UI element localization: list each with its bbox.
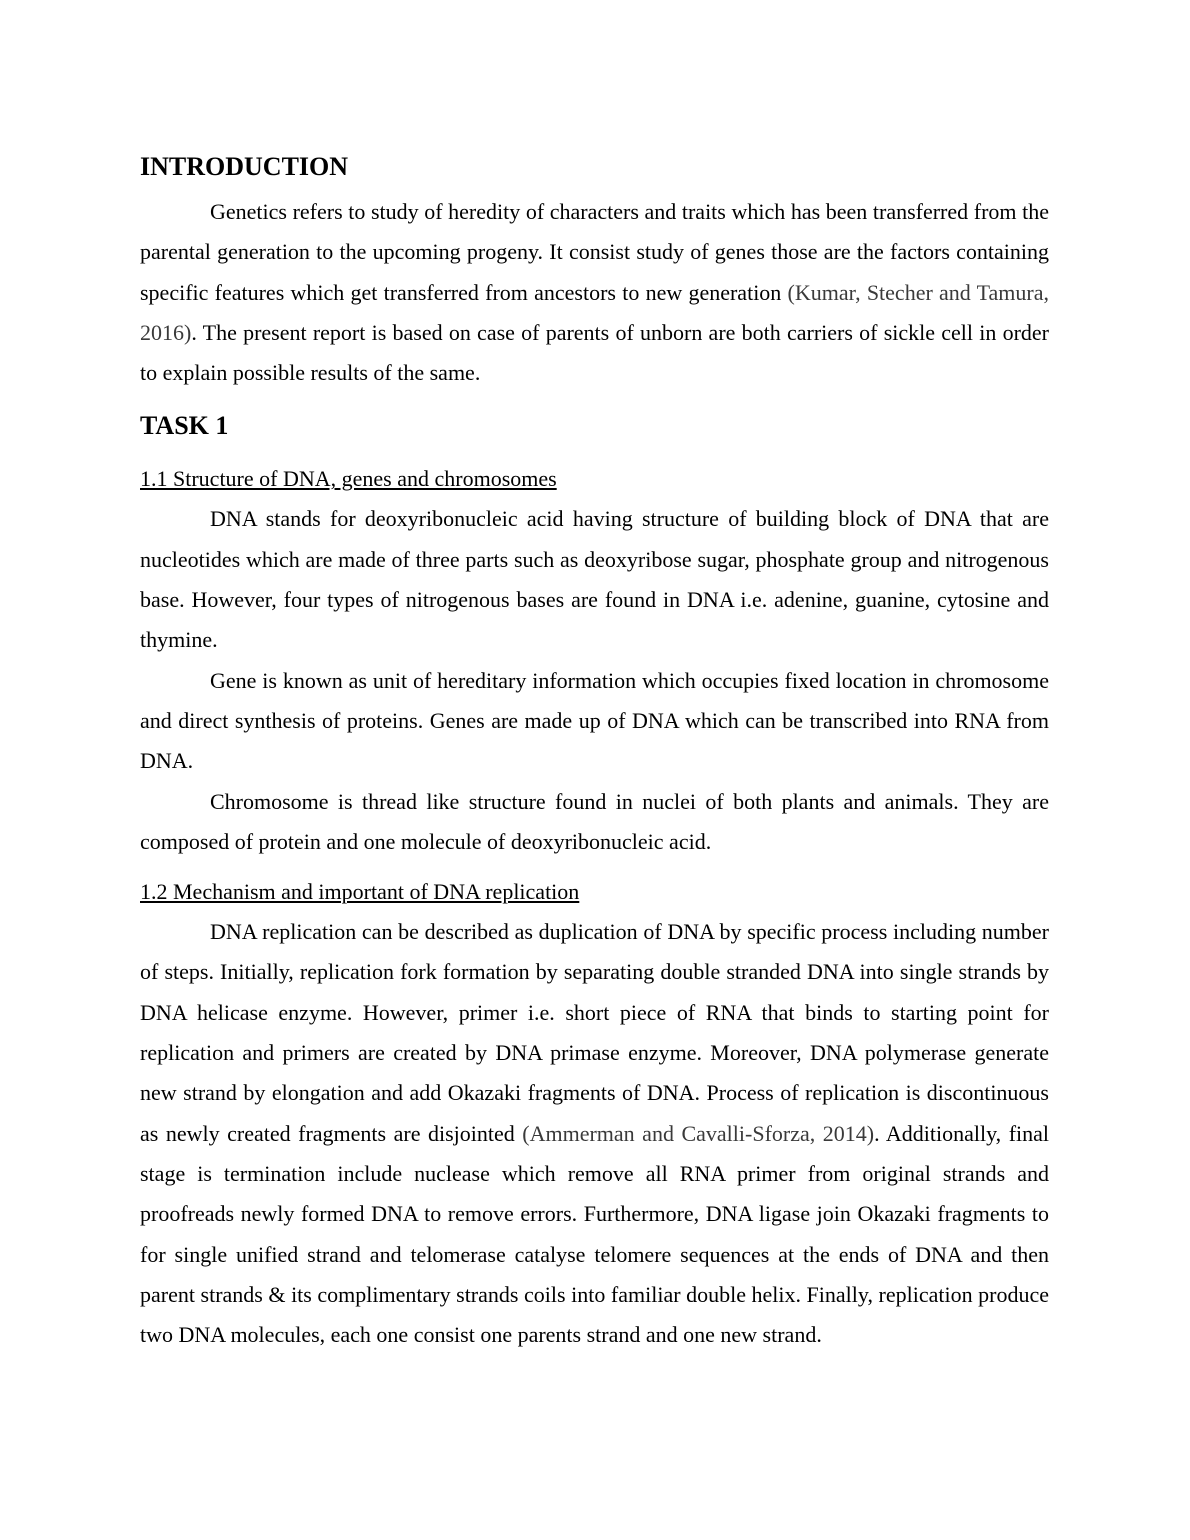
section-1-2-title: 1.2 Mechanism and important of DNA replication xyxy=(140,879,580,905)
chromosome-paragraph: Chromosome is thread like structure found in nuclei of both plants and animals. They are composed of protein and one molecule of deoxyribonucleic acid. xyxy=(140,788,1049,854)
replication-text-end: . Additionally, final stage is termination include nuclease which remove all RNA primer from original strands and proofreads newly formed DNA to remove errors. Furthermore, DNA ligase join Okazaki fragments to for single unified strand and telomerase catalyse telomere sequences at the ends of DNA and then parent strands & its complimentary strands coils into familiar double helix. Finally, replication produce two DNA molecules, each one consist one parents strand and one new strand. xyxy=(140,1120,1050,1348)
section-1-1-title: 1.1 Structure of DNA, genes and chromosomes xyxy=(140,466,557,492)
task-1-heading: TASK 1 xyxy=(140,411,229,441)
dna-structure-paragraph: DNA stands for deoxyribonucleic acid having structure of building block of DNA that are nucleotides which are made of three parts such as deoxyribose sugar, phosphate group and nitrogenous base. However, four types of nitrogenous bases are found in DNA i.e. adenine, guanine, cytosine and thymine. xyxy=(140,506,1049,653)
introduction-text-start: Genetics refers to study of heredity of characters and traits which has been transferred from the parental generation to the upcoming progeny. It consist study of genes those are the factors containing specific features which get transferred from ancestors to new generation xyxy=(140,199,1049,305)
gene-paragraph: Gene is known as unit of hereditary information which occupies fixed location in chromosome and direct synthesis of proteins. Genes are made up of DNA which can be transcribed into RNA from DNA. xyxy=(140,667,1049,774)
introduction-heading: INTRODUCTION xyxy=(140,152,349,181)
citation-ammerman: (Ammerman and Cavalli-Sforza, 2014) xyxy=(522,1120,875,1146)
replication-text-start: DNA replication can be described as duplication of DNA by specific process including number of steps. Initially, replication fork formation by separating double stranded DNA into single strands by DNA helicase enzyme. However, primer i.e. short piece of RNA that binds to starting point for replication and primers are created by DNA primase enzyme. Moreover, DNA polymerase generate new strand by elongation and add Okazaki fragments of DNA. Process of replication is discontinuous as newly created fragments are disjointed xyxy=(140,919,1049,1146)
section-gap xyxy=(140,862,1049,872)
citation-kumar: (Kumar, Stecher and Tamura, 2016) xyxy=(140,279,1049,345)
dna-replication-paragraph xyxy=(140,912,1049,1355)
document-page xyxy=(140,148,1049,1355)
introduction-paragraph xyxy=(140,192,1049,393)
introduction-text-end: . The present report is based on case of parents of unborn are both carriers of sickle cell in order to explain possible results of the same. xyxy=(140,319,1049,386)
